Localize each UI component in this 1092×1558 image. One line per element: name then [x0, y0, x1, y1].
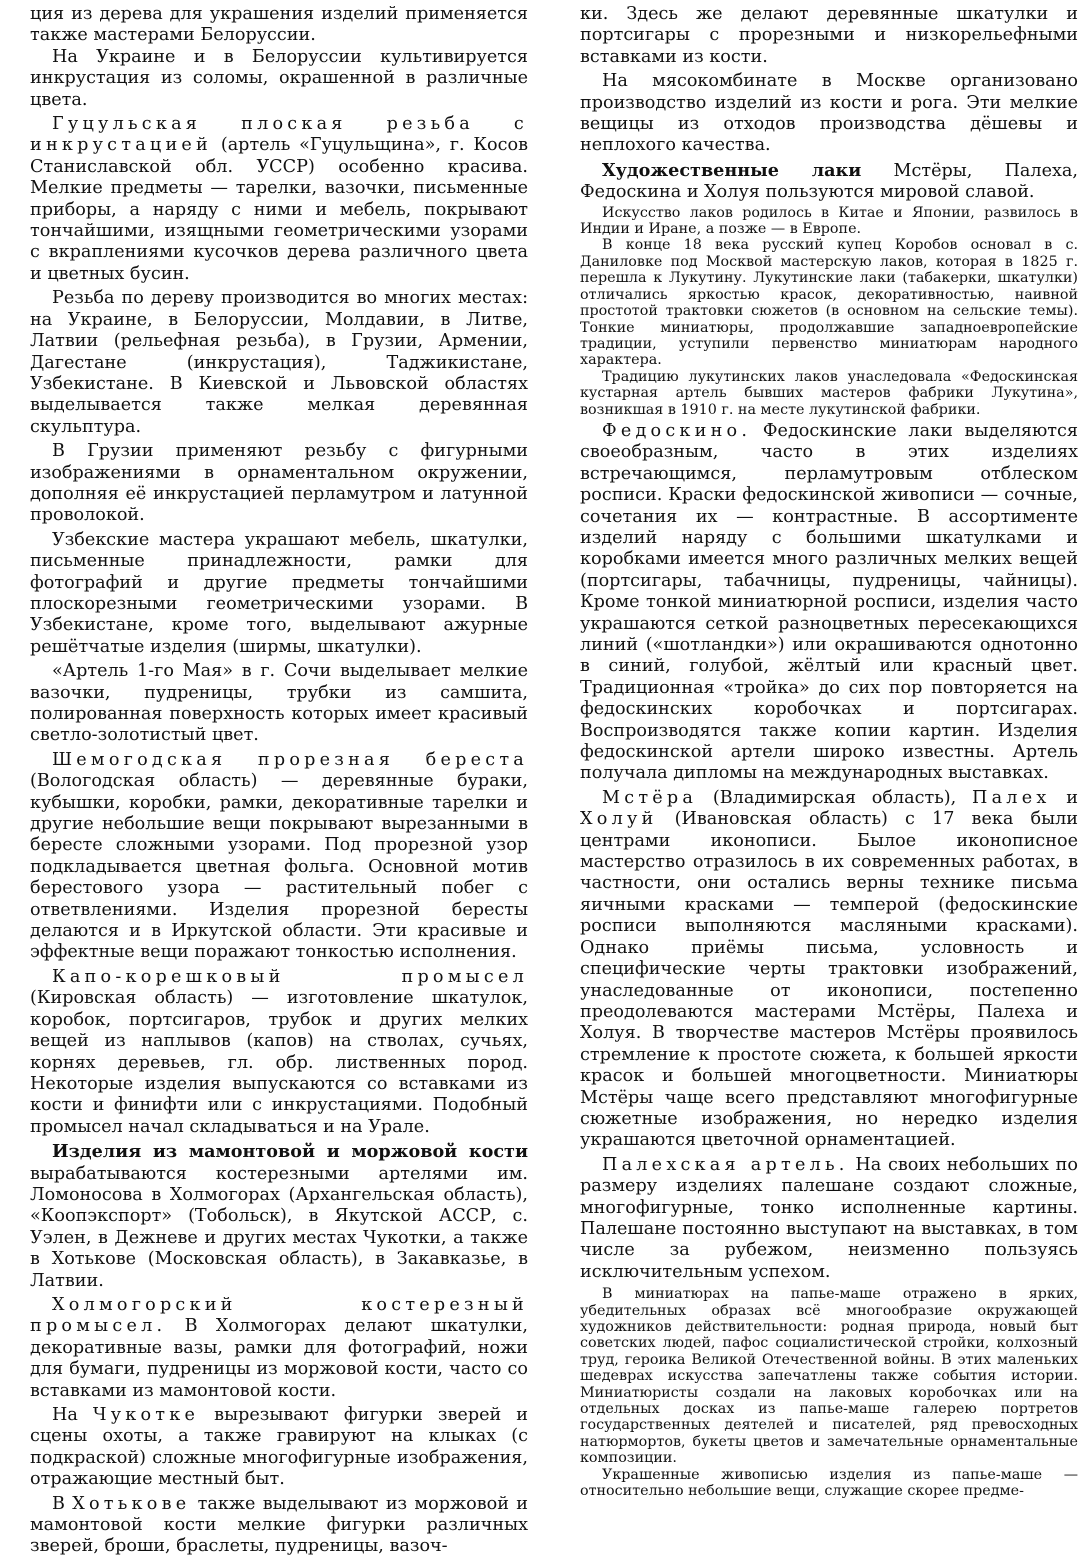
paragraph-text: В [52, 1493, 73, 1514]
small-note-origin: Искусство лаков родилось в Китае и Японии, развилось в Индии и Иране, а позже — в Европе. [580, 204, 1078, 238]
paragraph-straw-inlay: На Украине и в Белоруссии культивируется инкрустация из соломы, окрашенной в различные цвета. [30, 46, 528, 110]
small-note-fedoskino-artel: Традицию лукутинских лаков унаследовала «Федоскинская кустарная артель бывших мастеров фабрики Лукутина», возникшая в 1910 г. на месте лукутинской фабрики. [580, 368, 1078, 418]
paragraph-text: На [52, 1405, 93, 1425]
paragraph-continuation: ки. Здесь же делают деревянные шкатулки и портсигары с прорезными и низкорельефными вставками из кости. [580, 4, 1078, 67]
paragraph-kholmogory [30, 1295, 528, 1402]
paragraph-text: также выделывают из моржовой и мамонтовой кости мелкие фигурки различных зверей, броши, браслеты, пудреницы, вазоч- [30, 1493, 528, 1557]
paragraph-text: (Владимирская область), [697, 787, 973, 808]
term-palekh-artel: Палехская артель. [602, 1154, 849, 1175]
paragraph-text: Мстёры, Палеха, Федоскина и Холуя пользуются мировой славой. [580, 160, 1078, 203]
term-ivory: Изделия из мамонтовой и моржовой кости [52, 1141, 528, 1163]
paragraph-shemogoda [30, 750, 528, 964]
paragraph-text: и [1050, 787, 1078, 808]
paragraph-palekh-artel [580, 1155, 1078, 1283]
two-column-layout [30, 4, 1078, 1557]
paragraph-text: (артель «Гуцульщина», г. Косов Станиславской обл. УССР) особенно красива. Мелкие предметы — тарелки, вазочки, письменные приборы, а наряду с ними и мебель, покрывают тончайшими, изящными геометрическими узорами с вкраплениями кусочков дерева различного цвета и цветных бусин. [30, 135, 528, 284]
paragraph-chukotka [30, 1405, 528, 1491]
paragraph-continuation: ция из дерева для украшения изделий применяется также мастерами Белоруссии. [30, 4, 528, 46]
paragraph-georgia: В Грузии применяют резьбу с фигурными изображениями в орнаментальном окружении, дополняя её инкрустацией перламутром и латунной проволокой. [30, 441, 528, 526]
paragraph-text: (Вологодская область) — деревянные бураки, кубышки, коробки, рамки, декоративные тарелки и другие небольшие вещи покрывают вырезанными в бересте сложными узорами. Под прорезной узор подкладывается цветная фольга. Основной мотив берестового узора — растительный побег с ответвлениями. Изделия прорезной бересты делаются и в Иркутской области. Эти красивые и эффектные вещи поражают тонкостью исполнения. [30, 771, 528, 963]
paragraph-mstera-palekh-kholui [580, 788, 1078, 1152]
left-column [30, 4, 528, 1557]
term-palekh: Палех [972, 787, 1051, 808]
term-chukotka: Чукотке [92, 1405, 200, 1425]
paragraph-ivory [30, 1141, 528, 1292]
paragraph-sochi: «Артель 1-го Мая» в г. Сочи выделывает мелкие вазочки, пудреницы, трубки из самшита, полированная поверхность которых имеет красивый светло-золотистый цвет. [30, 661, 528, 746]
paragraph-uzbek: Узбекские мастера украшают мебель, шкатулки, письменные принадлежности, рамки для фотографий и другие предметы тончайшими плоскорезными геометрическими узорами. В Узбекистане, кроме того, выделывают ажурные решётчатые изделия (ширмы, шкатулки). [30, 529, 528, 657]
paragraph-fedoskino [580, 421, 1078, 785]
term-fedoskino: Федоскино. [602, 420, 752, 441]
paragraph-moscow-plant: На мясокомбинате в Москве организовано производство изделий из кости и рога. Эти мелкие вещицы из отходов производства дёшевы и неплохого качества. [580, 71, 1078, 156]
paragraph-text: вырезывают фигурки зверей и сцены охоты, а также гравируют на клыках (с подкраской) сложные многофигурные изображения, отражающие местный быт. [30, 1405, 528, 1490]
paragraph-hutsul-carving [30, 114, 528, 285]
paragraph-text: (Кировская область) — изготовление шкатулок, коробок, портсигаров, трубок и других мелких вещей из наплывов (капов) на стволах, сучьях, корнях деревьев, гл. обр. лиственных пород. Некоторые изделия выпускаются со вставками из кости и финифти или с инкрустациями. Подобный промысел начал складываться и на Урале. [30, 988, 528, 1137]
paragraph-lacquers [580, 160, 1078, 204]
paragraph-text: В Холмогорах делают шкатулки, декоративные вазы, рамки для фотографий, ножи для бумаги, пудреницы из моржовой кости, часто со вставками из мамонтовой кости. [30, 1316, 528, 1401]
paragraph-khotkovo [30, 1494, 528, 1558]
paragraph-wood-carving-regions: Резьба по дереву производится во многих местах: на Украине, в Белоруссии, Молдавии, в Литве, Латвии (рельефная резьба), в Грузии, Армении, Дагестане (инкрустация), Таджикистане, Узбекистане. В Киевской и Львовской областях выделывается также мелкая деревянная скульптура. [30, 288, 528, 437]
term-hutsul: Гуцульская плоская резьба с инкрустацией [30, 114, 528, 156]
small-note-korobov: В конце 18 века русский купец Коробов основал в с. Даниловке под Москвой мастерскую лаков, которая в 1825 г. перешла к Лукутину. Лукутинские лаки (табакерки, шкатулки) отличались яркостью красок, декоративностью, наивной простотой трактовки сюжетов (в основном на сельские темы). Тонкие миниатюры, продолжавшие западноевропейские традиции, уступили первенство миниатюрам народного характера. [580, 237, 1078, 369]
term-kholmogory: Холмогорский костерезный промысел. [30, 1294, 528, 1337]
paragraph-text: На своих небольших по размеру изделиях палешане создают сложные, многофигурные, тонко исполненные картины. Палешане постоянно выступают на выставках, в том числе за рубежом, неизменно пользуясь исключительным успехом. [580, 1154, 1078, 1282]
paragraph-kapo [30, 967, 528, 1138]
term-kholui: Холуй [580, 809, 658, 830]
paragraph-text: (Ивановская область) с 17 века были центрами иконописи. Былое иконописное мастерство отразилось в их современных работах, в частности, они остались верны технике письма яичными красками — темперой (федоскинские росписи выполняются масляными красками). Однако приёмы письма, условность и специфические черты трактовки изображений, унаследованные от иконописи, постепенно преодолеваются мастерами Мстёры, Палеха и Холуя. В творчестве мастеров Мстёры проявилось стремление к простоте сюжета, к большей яркости красок и большей многоцветности. Миниатюры Мстёры чаще всего представляют многофигурные сюжетные изображения, но нередко изделия украшаются цветочной орнаментацией. [580, 809, 1078, 1151]
small-note-papier-mache: Украшенные живописью изделия из папье-маше — относительно небольшие вещи, служащие скорее предме- [580, 1466, 1078, 1500]
right-column [580, 4, 1078, 1519]
small-note-miniatures: В миниатюрах на папье-маше отражено в ярких, убедительных образах всё многообразие окружающей художников действительности: родная природа, новый быт советских людей, пафос социалистической стройки, колхозный труд, героика Великой Отечественной войны. В этих маленьких шедеврах искусства запечатлены также события истории. Миниатюристы создали на лаковых коробочках или на отдельных досках из папье-маше галерею портретов государственных деятелей и писателей, ряд превосходных натюрмортов, букеты цветов и замечательные орнаментальные композиции. [580, 1286, 1078, 1467]
term-kapo: Капо-корешковый промысел [52, 966, 528, 987]
term-mstera: Мстёра [602, 787, 698, 808]
term-shemogoda: Шемогодская прорезная береста [52, 749, 528, 770]
term-khotkovo: Хотькове [72, 1493, 191, 1514]
paragraph-text: Федоскинские лаки выделяются своеобразным, часто в этих изделиях встречающимся, перламутровым отблеском росписи. Краски федоскинской живописи — сочные, сочетания их — контрастные. В ассортименте изделий наряду с большими шкатулками и коробками имеется много различных мелких вещей (портсигары, табачницы, пудреницы, чайницы). Кроме тонкой миниатюрной росписи, изделия часто украшаются сеткой разноцветных пересекающихся линий («шотландки») или окрашиваются однотонно в синий, голубой, жёлтый или красный цвет. Традиционная «тройка» до сих пор повторяется на федоскинских коробочках и портсигарах. Воспроизводятся также копии картин. Изделия федоскинской артели широко известны. Артель получала дипломы на международных выставках. [580, 420, 1078, 784]
paragraph-text: вырабатываются костерезными артелями им. Ломоносова в Холмогорах (Архангельская область), «Коопэкспорт» (Тобольск), в Якутской АССР, с. Уэлен, в Дежневе и других местах Чукотки, а также в Хотькове (Московская область), в Закавказье, в Латвии. [30, 1163, 528, 1291]
term-lacquers: Художественные лаки [602, 159, 862, 181]
